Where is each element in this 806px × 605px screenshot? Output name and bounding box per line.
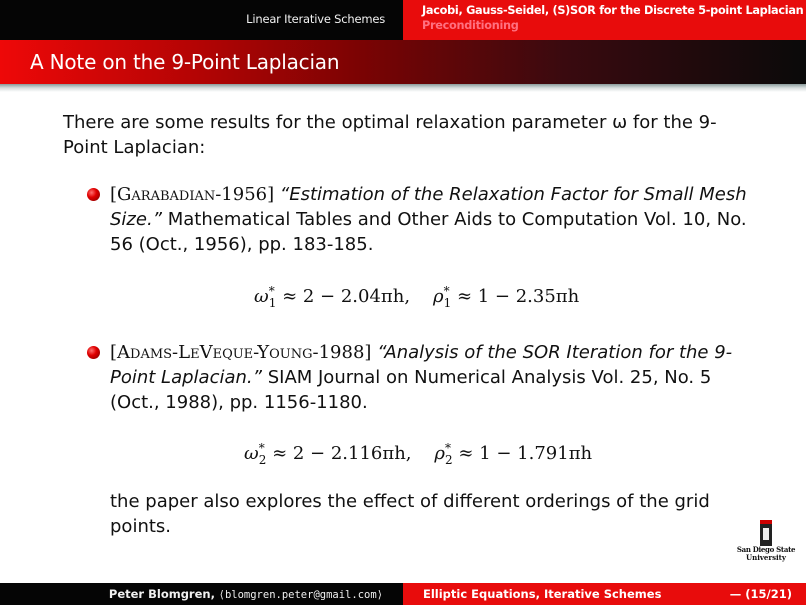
- header-subsections: [403, 0, 806, 40]
- star: *: [258, 441, 265, 455]
- slide-title: A Note on the 9-Point Laplacian: [30, 50, 340, 74]
- intro-text: There are some results for the optimal relaxation parameter ω for the 9-Point Laplacian:: [63, 112, 717, 158]
- star: *: [445, 441, 452, 455]
- reference-2-source: SIAM Journal on Numerical Analysis Vol. 25, No. 5 (Oct., 1988), pp. 1156-1180.: [110, 367, 712, 413]
- header-subsection-next[interactable]: Preconditioning: [422, 19, 519, 32]
- subscript: 2: [445, 452, 453, 467]
- course-title: Elliptic Equations, Iterative Schemes: [423, 587, 662, 601]
- bullet-icon: [87, 188, 100, 201]
- header-subsection-active[interactable]: Jacobi, Gauss-Seidel, (S)SOR for the Discrete 5-point Laplacian: [422, 4, 804, 17]
- author-name: Peter Blomgren,: [108, 587, 215, 601]
- author-email: ⟨blomgren.peter@gmail.com⟩: [218, 589, 383, 601]
- equation-2: [244, 441, 592, 467]
- reference-1-source: Mathematical Tables and Other Aids to Computation Vol. 10, No. 56 (Oct., 1956), pp. 183-185.: [110, 209, 747, 255]
- rho-rhs: ≈ 1 − 2.35πh: [456, 286, 580, 307]
- footer-course: [403, 583, 806, 605]
- reference-2-title: “Analysis of the SOR Iteration for the 9-Point Laplacian.”: [110, 342, 733, 388]
- sdsu-logo: [722, 520, 802, 570]
- sdsu-shield-icon: [760, 520, 772, 546]
- header-bar: [0, 0, 806, 40]
- reference-2-note: the paper also explores the effect of different orderings of the grid points.: [110, 491, 710, 537]
- omega-symbol: ω: [254, 286, 269, 307]
- bullet-icon: [87, 346, 100, 359]
- omega-rhs: ≈ 2 − 2.04πh,: [282, 286, 411, 307]
- star: *: [268, 284, 275, 298]
- logo-line-2: University: [746, 553, 786, 562]
- footer-author-text: [109, 587, 383, 601]
- subscript: 2: [258, 452, 267, 467]
- title-shadow: [0, 84, 806, 92]
- rho-symbol: ρ: [432, 286, 444, 307]
- page-number: — (15/21): [729, 587, 792, 601]
- footer-bar: [0, 583, 806, 605]
- omega-rhs: ≈ 2 − 2.116πh,: [272, 443, 412, 464]
- footer-author: [0, 583, 403, 605]
- star: *: [443, 284, 450, 298]
- title-bar: [0, 40, 806, 84]
- reference-1-cite: [Garabadian-1956]: [110, 184, 275, 205]
- reference-2-cite: [Adams-LeVeque-Young-1988]: [110, 342, 372, 363]
- header-section: [0, 0, 403, 40]
- header-section-link[interactable]: Linear Iterative Schemes: [246, 12, 385, 26]
- rho-rhs: ≈ 1 − 1.791πh: [458, 443, 593, 464]
- reference-1-title: “Estimation of the Relaxation Factor for Small Mesh Size.”: [110, 184, 747, 230]
- omega-symbol: ω: [244, 443, 259, 464]
- logo-line-1: San Diego State: [736, 545, 796, 554]
- equation-1: [254, 284, 579, 310]
- subscript: 1: [443, 295, 452, 310]
- rho-symbol: ρ: [434, 443, 446, 464]
- reference-1: [110, 182, 750, 257]
- reference-2: [110, 340, 750, 415]
- subscript: 1: [268, 295, 277, 310]
